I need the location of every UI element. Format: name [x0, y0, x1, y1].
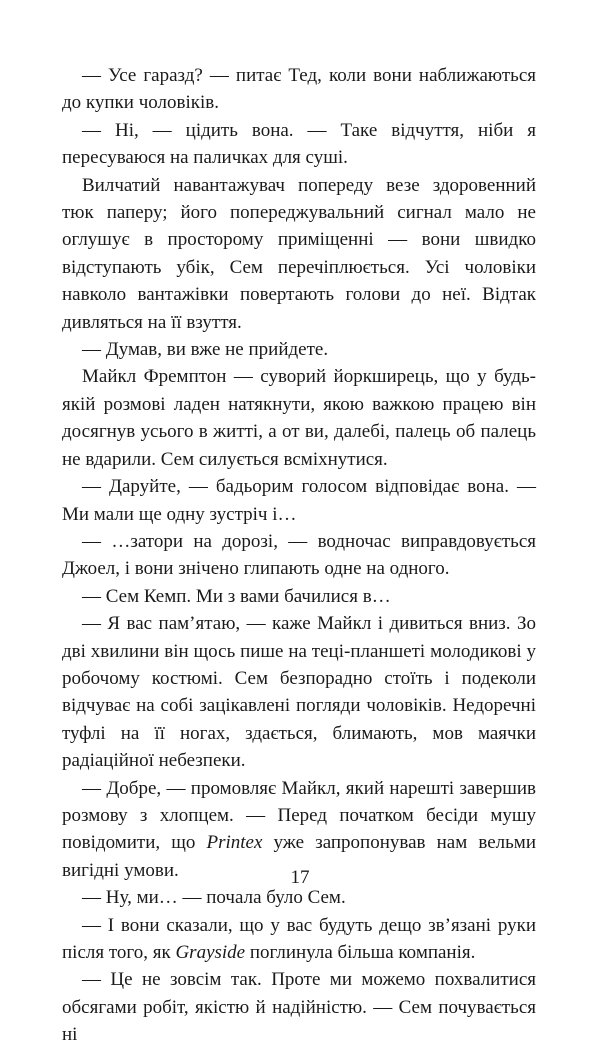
brand-printex: Printex — [206, 832, 263, 854]
paragraph-12 — [62, 912, 536, 967]
paragraph-10-after: уже запропонував нам вельми вигідні умови. — [62, 832, 536, 881]
paragraph-12-before: — І вони сказали, що у вас будуть дещо зв’язані руки після того, як — [62, 914, 536, 963]
paragraph-2: — Ні, — цідить вона. — Таке відчуття, ніби я пересуваюся на паличках для суші. — [62, 119, 536, 169]
paragraph-11: — Ну, ми… — почала було Сем. — [82, 887, 346, 909]
page-number: 17 — [290, 867, 310, 888]
paragraph-4: — Думав, ви вже не прийдете. — [82, 339, 329, 361]
paragraph-6: — Даруйте, — бадьорим голосом відповідає вона. — Ми мали ще одну зустріч і… — [62, 476, 536, 525]
paragraph-8: — Сем Кемп. Ми з вами бачилися в… — [82, 585, 391, 607]
body-text — [62, 62, 536, 1049]
paragraph-9: — Я вас пам’ятаю, — каже Майкл і дивиться вниз. Зо дві хвилини він щось пише на теці-планшеті молодикові у робочому костюмі. Сем безпорадно стоїть і подеколи відчуває на собі зацікавлені погляди чоловіків. Недоречні туфлі на її ногах, здається, блимають, мов маячки радіаційної небезпеки. — [62, 613, 536, 772]
paragraph-3: Вилчатий навантажувач попереду везе здоровенний тюк паперу; його попереджувальний сигнал мало не оглушує в просторому приміщенні — вони швидко відступають убік, Сем перечіплюється. Усі чоловіки навколо вантажівки повертають голови до неї. Відтак дивляться на її взуття. — [62, 174, 536, 333]
paragraph-13: — Це не зовсім так. Проте ми можемо похвалитися обсягами робіт, якістю й надійністю. — Сем почувається ні — [62, 969, 536, 1046]
paragraph-12-after: поглинула більша компанія. — [245, 942, 476, 963]
brand-grayside: Grayside — [175, 942, 246, 963]
paragraph-7: — …затори на дорозі, — водночас виправдовується Джоел, і вони знічено глипають одне на одного. — [62, 530, 536, 580]
paragraph-1: — Усе гаразд? — питає Тед, коли вони наближаються до купки чоловіків. — [62, 65, 536, 114]
paragraph-5: Майкл Фремптон — суворий йоркширець, що у будь-якій розмові ладен натякнути, якою важкою працею він досягнув усього в житті, а от ви, далебі, палець об палець не вдарили. Сем силується всміхнутися. — [62, 366, 536, 470]
paragraph-10-before: — Добре, — промовляє Майкл, який нарешті завершив розмову з хлопцем. — Перед початком бесіди мушу повідомити, що — [62, 777, 536, 854]
